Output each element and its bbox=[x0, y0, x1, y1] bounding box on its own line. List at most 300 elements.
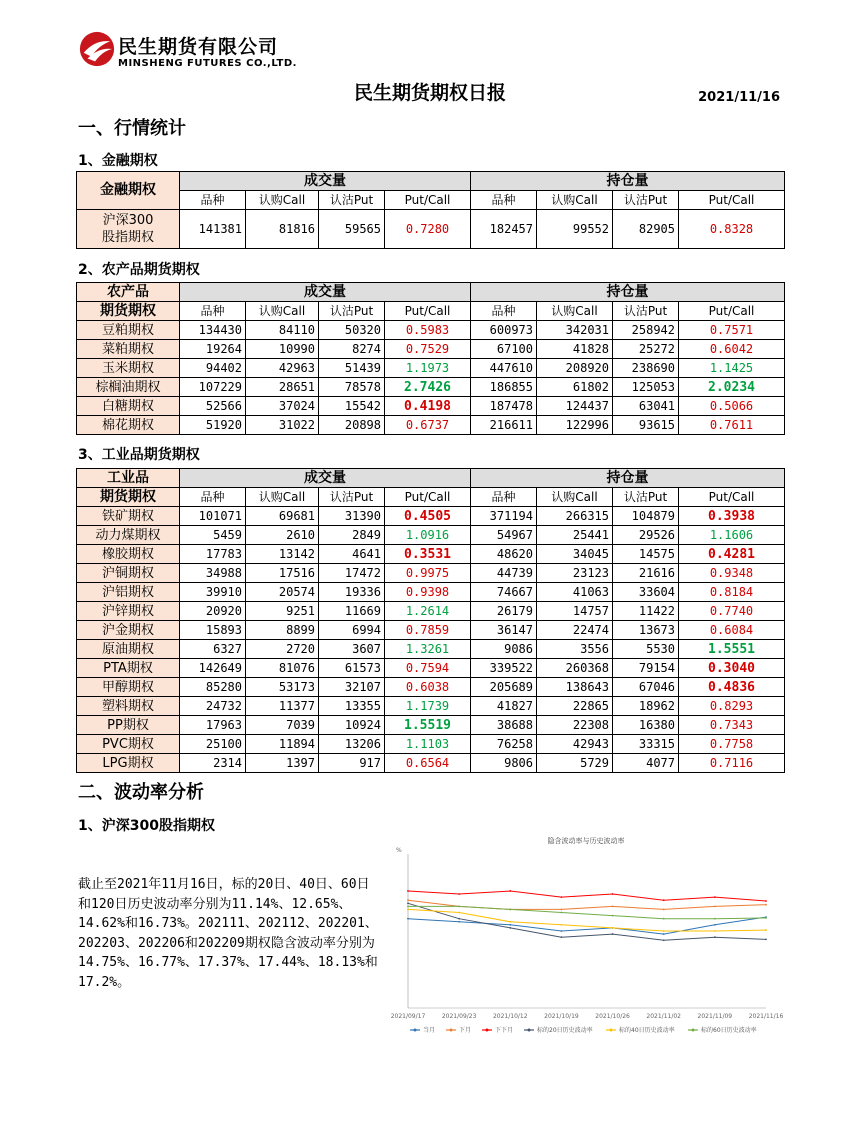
variety-name-cell: 棕榈油期权 bbox=[77, 378, 180, 397]
legend-label: 当月 bbox=[423, 1027, 436, 1034]
company-name-en: MINSHENG FUTURES CO.,LTD. bbox=[118, 58, 297, 69]
oi-put-cell: 67046 bbox=[613, 678, 679, 697]
variety-col-header: 品种 bbox=[471, 191, 537, 210]
series-point-1 bbox=[612, 905, 614, 907]
variety-name-cell: 白糖期权 bbox=[77, 397, 180, 416]
volume-call-cell: 13142 bbox=[246, 545, 319, 564]
oi-header: 持仓量 bbox=[471, 469, 785, 488]
variety-name-cell: 沪金期权 bbox=[77, 621, 180, 640]
table-row bbox=[77, 378, 785, 397]
volume-pc-cell: 0.7859 bbox=[385, 621, 471, 640]
series-line-2 bbox=[408, 891, 766, 901]
volume-put-cell: 3607 bbox=[319, 640, 385, 659]
industrial-options-table bbox=[76, 468, 785, 773]
oi-put-cell: 18962 bbox=[613, 697, 679, 716]
series-point-4 bbox=[714, 930, 716, 932]
volume-call-cell: 53173 bbox=[246, 678, 319, 697]
series-point-3 bbox=[561, 936, 563, 938]
volume-total-cell: 2314 bbox=[180, 754, 246, 773]
oi-put-cell: 33604 bbox=[613, 583, 679, 602]
oi-pc-cell: 0.3040 bbox=[679, 659, 785, 678]
volume-pc-cell: 0.6564 bbox=[385, 754, 471, 773]
x-tick-label: 2021/10/12 bbox=[492, 1013, 528, 1020]
x-tick-label: 2021/11/16 bbox=[748, 1013, 784, 1020]
variety-name-cell: 沪锌期权 bbox=[77, 602, 180, 621]
volume-call-cell: 2720 bbox=[246, 640, 319, 659]
oi-header: 持仓量 bbox=[471, 172, 785, 191]
call-col-header: 认购Call bbox=[537, 191, 613, 210]
table-row bbox=[77, 697, 785, 716]
series-point-5 bbox=[765, 917, 767, 919]
oi-put-cell: 63041 bbox=[613, 397, 679, 416]
volume-put-cell: 8274 bbox=[319, 340, 385, 359]
volume-put-cell: 11669 bbox=[319, 602, 385, 621]
x-tick-label: 2021/11/02 bbox=[646, 1013, 682, 1020]
volume-call-cell: 20574 bbox=[246, 583, 319, 602]
oi-total-cell: 26179 bbox=[471, 602, 537, 621]
volume-put-cell: 10924 bbox=[319, 716, 385, 735]
table-row bbox=[77, 526, 785, 545]
volume-pc-cell: 1.5519 bbox=[385, 716, 471, 735]
series-point-2 bbox=[509, 890, 511, 892]
variety-name-cell: 原油期权 bbox=[77, 640, 180, 659]
legend-swatch-dot bbox=[692, 1029, 695, 1032]
legend-label: 标的40日历史波动率 bbox=[619, 1027, 675, 1034]
volume-pc-cell: 1.2614 bbox=[385, 602, 471, 621]
volume-put-cell: 50320 bbox=[319, 321, 385, 340]
variety-name-cell: 铁矿期权 bbox=[77, 507, 180, 526]
oi-put-cell: 79154 bbox=[613, 659, 679, 678]
variety-name-cell: 甲醇期权 bbox=[77, 678, 180, 697]
put-col-header: 认沽Put bbox=[319, 488, 385, 507]
oi-put-cell: 125053 bbox=[613, 378, 679, 397]
series-point-5 bbox=[612, 915, 614, 917]
volume-pc-cell: 2.7426 bbox=[385, 378, 471, 397]
volume-total-cell: 19264 bbox=[180, 340, 246, 359]
variety-name-cell: PP期权 bbox=[77, 716, 180, 735]
call-col-header: 认购Call bbox=[246, 191, 319, 210]
volume-total-cell: 6327 bbox=[180, 640, 246, 659]
variety-name-cell: 棉花期权 bbox=[77, 416, 180, 435]
series-point-5 bbox=[663, 918, 665, 920]
legend-swatch-dot bbox=[528, 1029, 531, 1032]
volume-pc-cell: 1.1103 bbox=[385, 735, 471, 754]
volume-call-cell: 31022 bbox=[246, 416, 319, 435]
oi-call-cell: 22474 bbox=[537, 621, 613, 640]
oi-call-cell: 138643 bbox=[537, 678, 613, 697]
x-tick-label: 2021/11/09 bbox=[697, 1013, 733, 1020]
oi-total-cell: 9806 bbox=[471, 754, 537, 773]
table-row bbox=[77, 340, 785, 359]
volume-put-cell: 19336 bbox=[319, 583, 385, 602]
series-point-1 bbox=[407, 899, 409, 901]
table-row bbox=[77, 210, 785, 249]
volume-total-cell: 94402 bbox=[180, 359, 246, 378]
x-tick-label: 2021/09/17 bbox=[390, 1013, 426, 1020]
variety-col-header: 品种 bbox=[180, 191, 246, 210]
x-tick-label: 2021/10/19 bbox=[544, 1013, 579, 1020]
volume-put-cell: 4641 bbox=[319, 545, 385, 564]
oi-pc-cell: 0.8184 bbox=[679, 583, 785, 602]
series-point-5 bbox=[407, 905, 409, 907]
x-tick-label: 2021/10/26 bbox=[595, 1013, 630, 1020]
oi-header: 持仓量 bbox=[471, 283, 785, 302]
put-col-header: 认沽Put bbox=[319, 302, 385, 321]
subsection-financial-options: 1、金融期权 bbox=[78, 153, 158, 169]
oi-call-cell: 42943 bbox=[537, 735, 613, 754]
series-point-2 bbox=[663, 899, 665, 901]
series-point-3 bbox=[407, 902, 409, 904]
variety-name-cell: 沪铝期权 bbox=[77, 583, 180, 602]
minsheng-logo-icon bbox=[78, 30, 116, 68]
volume-pc-cell: 0.4198 bbox=[385, 397, 471, 416]
variety-name-cell: 豆粕期权 bbox=[77, 321, 180, 340]
volume-put-cell: 31390 bbox=[319, 507, 385, 526]
oi-pc-cell: 1.1606 bbox=[679, 526, 785, 545]
volume-pc-cell: 0.9398 bbox=[385, 583, 471, 602]
oi-total-cell: 41827 bbox=[471, 697, 537, 716]
oi-total-cell: 182457 bbox=[471, 210, 537, 249]
volume-call-cell: 81076 bbox=[246, 659, 319, 678]
oi-total-cell: 186855 bbox=[471, 378, 537, 397]
volume-pc-cell: 1.1739 bbox=[385, 697, 471, 716]
oi-pc-cell: 0.7571 bbox=[679, 321, 785, 340]
oi-put-cell: 258942 bbox=[613, 321, 679, 340]
oi-pc-cell: 0.7611 bbox=[679, 416, 785, 435]
series-point-4 bbox=[458, 912, 460, 914]
volume-total-cell: 52566 bbox=[180, 397, 246, 416]
variety-name-cell: 玉米期权 bbox=[77, 359, 180, 378]
volume-put-cell: 32107 bbox=[319, 678, 385, 697]
variety-name-cell: 动力煤期权 bbox=[77, 526, 180, 545]
volume-call-cell: 37024 bbox=[246, 397, 319, 416]
oi-total-cell: 76258 bbox=[471, 735, 537, 754]
volume-call-cell: 17516 bbox=[246, 564, 319, 583]
call-col-header: 认购Call bbox=[537, 488, 613, 507]
table-row bbox=[77, 659, 785, 678]
series-point-3 bbox=[509, 927, 511, 929]
oi-total-cell: 54967 bbox=[471, 526, 537, 545]
oi-put-cell: 16380 bbox=[613, 716, 679, 735]
legend-label: 标的60日历史波动率 bbox=[701, 1027, 757, 1034]
oi-call-cell: 208920 bbox=[537, 359, 613, 378]
agri-options-table bbox=[76, 282, 785, 435]
pc-col-header: Put/Call bbox=[385, 488, 471, 507]
oi-total-cell: 38688 bbox=[471, 716, 537, 735]
table-row bbox=[77, 735, 785, 754]
volume-put-cell: 59565 bbox=[319, 210, 385, 249]
series-point-5 bbox=[714, 918, 716, 920]
volume-total-cell: 85280 bbox=[180, 678, 246, 697]
legend-swatch-dot bbox=[450, 1029, 453, 1032]
y-axis-label: % bbox=[396, 847, 402, 854]
oi-put-cell: 5530 bbox=[613, 640, 679, 659]
pc-col-header: Put/Call bbox=[679, 191, 785, 210]
variety-name-cell: LPG期权 bbox=[77, 754, 180, 773]
volume-header: 成交量 bbox=[180, 172, 471, 191]
fin-label-cell: 金融期权 bbox=[77, 172, 180, 210]
variety-col-header: 品种 bbox=[471, 302, 537, 321]
series-point-0 bbox=[561, 930, 563, 932]
series-point-4 bbox=[407, 909, 409, 911]
pc-col-header: Put/Call bbox=[385, 191, 471, 210]
oi-pc-cell: 0.6084 bbox=[679, 621, 785, 640]
oi-call-cell: 41063 bbox=[537, 583, 613, 602]
oi-call-cell: 25441 bbox=[537, 526, 613, 545]
company-name-cn: 民生期货有限公司 bbox=[118, 36, 279, 58]
subsection-agri-options: 2、农产品期货期权 bbox=[78, 262, 200, 278]
volume-put-cell: 917 bbox=[319, 754, 385, 773]
table-row bbox=[77, 583, 785, 602]
variety-name-cell: 橡胶期权 bbox=[77, 545, 180, 564]
oi-pc-cell: 0.9348 bbox=[679, 564, 785, 583]
oi-put-cell: 82905 bbox=[613, 210, 679, 249]
oi-pc-cell: 0.6042 bbox=[679, 340, 785, 359]
volume-put-cell: 15542 bbox=[319, 397, 385, 416]
oi-total-cell: 67100 bbox=[471, 340, 537, 359]
label-cell-bottom: 期货期权 bbox=[77, 488, 180, 507]
variety-name-cell: 菜粕期权 bbox=[77, 340, 180, 359]
volume-total-cell: 24732 bbox=[180, 697, 246, 716]
company-logo bbox=[78, 28, 318, 78]
volume-call-cell: 2610 bbox=[246, 526, 319, 545]
table-row bbox=[77, 754, 785, 773]
volume-put-cell: 61573 bbox=[319, 659, 385, 678]
oi-call-cell: 124437 bbox=[537, 397, 613, 416]
series-point-1 bbox=[765, 904, 767, 906]
oi-put-cell: 104879 bbox=[613, 507, 679, 526]
variety-name-cell: 塑料期权 bbox=[77, 697, 180, 716]
table-row bbox=[77, 507, 785, 526]
oi-call-cell: 260368 bbox=[537, 659, 613, 678]
volume-total-cell: 15893 bbox=[180, 621, 246, 640]
volume-pc-cell: 1.3261 bbox=[385, 640, 471, 659]
table-row bbox=[77, 640, 785, 659]
oi-call-cell: 23123 bbox=[537, 564, 613, 583]
oi-call-cell: 99552 bbox=[537, 210, 613, 249]
oi-call-cell: 22308 bbox=[537, 716, 613, 735]
table-row bbox=[77, 545, 785, 564]
volume-call-cell: 9251 bbox=[246, 602, 319, 621]
oi-total-cell: 48620 bbox=[471, 545, 537, 564]
call-col-header: 认购Call bbox=[537, 302, 613, 321]
oi-total-cell: 9086 bbox=[471, 640, 537, 659]
series-point-0 bbox=[407, 918, 409, 920]
legend-swatch-dot bbox=[610, 1029, 613, 1032]
variety-col-header: 品种 bbox=[180, 302, 246, 321]
volume-total-cell: 25100 bbox=[180, 735, 246, 754]
variety-name-line1: 沪深300 bbox=[102, 213, 154, 228]
oi-total-cell: 205689 bbox=[471, 678, 537, 697]
oi-put-cell: 11422 bbox=[613, 602, 679, 621]
oi-call-cell: 22865 bbox=[537, 697, 613, 716]
variety-name-cell: 沪铜期权 bbox=[77, 564, 180, 583]
report-date: 2021/11/16 bbox=[698, 90, 780, 105]
legend-label: 下下月 bbox=[495, 1027, 514, 1034]
volume-call-cell: 11894 bbox=[246, 735, 319, 754]
series-point-1 bbox=[663, 909, 665, 911]
volume-call-cell: 28651 bbox=[246, 378, 319, 397]
table-row bbox=[77, 359, 785, 378]
volume-pc-cell: 0.3531 bbox=[385, 545, 471, 564]
volume-put-cell: 51439 bbox=[319, 359, 385, 378]
volume-pc-cell: 1.0916 bbox=[385, 526, 471, 545]
section-heading-market-stats: 一、行情统计 bbox=[78, 118, 186, 139]
oi-call-cell: 342031 bbox=[537, 321, 613, 340]
table-row bbox=[77, 397, 785, 416]
oi-total-cell: 44739 bbox=[471, 564, 537, 583]
oi-put-cell: 29526 bbox=[613, 526, 679, 545]
oi-call-cell: 266315 bbox=[537, 507, 613, 526]
volume-pc-cell: 0.7280 bbox=[385, 210, 471, 249]
volume-total-cell: 107229 bbox=[180, 378, 246, 397]
oi-pc-cell: 2.0234 bbox=[679, 378, 785, 397]
volume-total-cell: 20920 bbox=[180, 602, 246, 621]
series-line-4 bbox=[408, 909, 766, 931]
subsection-industrial-options: 3、工业品期货期权 bbox=[78, 447, 200, 463]
series-point-2 bbox=[561, 896, 563, 898]
pc-col-header: Put/Call bbox=[679, 488, 785, 507]
volume-total-cell: 34988 bbox=[180, 564, 246, 583]
series-point-1 bbox=[714, 905, 716, 907]
table-row bbox=[77, 564, 785, 583]
oi-call-cell: 34045 bbox=[537, 545, 613, 564]
oi-pc-cell: 0.7116 bbox=[679, 754, 785, 773]
volume-total-cell: 17783 bbox=[180, 545, 246, 564]
ind-label-top: 工业品 bbox=[77, 469, 180, 488]
volume-call-cell: 10990 bbox=[246, 340, 319, 359]
volume-call-cell: 42963 bbox=[246, 359, 319, 378]
volume-put-cell: 13355 bbox=[319, 697, 385, 716]
legend-label: 下月 bbox=[459, 1027, 472, 1034]
subsection-hs300-options: 1、沪深300股指期权 bbox=[78, 818, 215, 834]
volume-call-cell: 11377 bbox=[246, 697, 319, 716]
series-point-3 bbox=[663, 939, 665, 941]
legend-swatch-dot bbox=[414, 1029, 417, 1032]
label-cell-bottom: 期货期权 bbox=[77, 302, 180, 321]
put-col-header: 认沽Put bbox=[613, 488, 679, 507]
volume-total-cell: 142649 bbox=[180, 659, 246, 678]
oi-total-cell: 187478 bbox=[471, 397, 537, 416]
volume-pc-cell: 0.9975 bbox=[385, 564, 471, 583]
oi-call-cell: 61802 bbox=[537, 378, 613, 397]
volatility-chart bbox=[388, 832, 784, 1042]
volume-pc-cell: 0.5983 bbox=[385, 321, 471, 340]
oi-pc-cell: 0.7758 bbox=[679, 735, 785, 754]
oi-put-cell: 14575 bbox=[613, 545, 679, 564]
series-point-4 bbox=[561, 924, 563, 926]
series-point-0 bbox=[458, 921, 460, 923]
table-row bbox=[77, 416, 785, 435]
volume-header: 成交量 bbox=[180, 469, 471, 488]
series-point-0 bbox=[509, 924, 511, 926]
x-tick-label: 2021/09/23 bbox=[441, 1013, 477, 1020]
series-line-1 bbox=[408, 900, 766, 909]
volume-total-cell: 51920 bbox=[180, 416, 246, 435]
volume-total-cell: 17963 bbox=[180, 716, 246, 735]
volume-pc-cell: 0.7529 bbox=[385, 340, 471, 359]
series-point-1 bbox=[561, 909, 563, 911]
oi-total-cell: 371194 bbox=[471, 507, 537, 526]
volume-put-cell: 78578 bbox=[319, 378, 385, 397]
oi-pc-cell: 0.7740 bbox=[679, 602, 785, 621]
volume-call-cell: 69681 bbox=[246, 507, 319, 526]
volume-call-cell: 81816 bbox=[246, 210, 319, 249]
table-row bbox=[77, 678, 785, 697]
volume-pc-cell: 0.7594 bbox=[385, 659, 471, 678]
variety-col-header: 品种 bbox=[471, 488, 537, 507]
oi-pc-cell: 0.4836 bbox=[679, 678, 785, 697]
variety-name-line2: 股指期权 bbox=[101, 230, 154, 245]
oi-pc-cell: 0.4281 bbox=[679, 545, 785, 564]
series-point-2 bbox=[407, 890, 409, 892]
volume-call-cell: 8899 bbox=[246, 621, 319, 640]
series-point-4 bbox=[765, 929, 767, 931]
oi-put-cell: 238690 bbox=[613, 359, 679, 378]
oi-pc-cell: 0.7343 bbox=[679, 716, 785, 735]
oi-total-cell: 600973 bbox=[471, 321, 537, 340]
series-point-4 bbox=[612, 927, 614, 929]
oi-total-cell: 216611 bbox=[471, 416, 537, 435]
put-col-header: 认沽Put bbox=[613, 302, 679, 321]
series-point-2 bbox=[765, 900, 767, 902]
volume-total-cell: 39910 bbox=[180, 583, 246, 602]
table-row bbox=[77, 621, 785, 640]
series-point-3 bbox=[612, 933, 614, 935]
oi-pc-cell: 0.8293 bbox=[679, 697, 785, 716]
report-title: 民生期货期权日报 bbox=[353, 82, 506, 104]
variety-col-header: 品种 bbox=[180, 488, 246, 507]
table-row bbox=[77, 716, 785, 735]
oi-call-cell: 41828 bbox=[537, 340, 613, 359]
oi-call-cell: 3556 bbox=[537, 640, 613, 659]
series-point-2 bbox=[714, 896, 716, 898]
volume-call-cell: 1397 bbox=[246, 754, 319, 773]
volume-total-cell: 5459 bbox=[180, 526, 246, 545]
call-col-header: 认购Call bbox=[246, 302, 319, 321]
series-point-2 bbox=[612, 893, 614, 895]
pc-col-header: Put/Call bbox=[679, 302, 785, 321]
pc-col-header: Put/Call bbox=[385, 302, 471, 321]
series-point-5 bbox=[458, 905, 460, 907]
oi-total-cell: 339522 bbox=[471, 659, 537, 678]
table-row bbox=[77, 602, 785, 621]
volume-put-cell: 20898 bbox=[319, 416, 385, 435]
oi-put-cell: 25272 bbox=[613, 340, 679, 359]
oi-pc-cell: 1.1425 bbox=[679, 359, 785, 378]
series-point-3 bbox=[765, 938, 767, 940]
oi-put-cell: 4077 bbox=[613, 754, 679, 773]
chart-title: 隐含波动率与历史波动率 bbox=[547, 837, 625, 845]
oi-put-cell: 13673 bbox=[613, 621, 679, 640]
agri-label-top: 农产品 bbox=[77, 283, 180, 302]
volume-total-cell: 141381 bbox=[180, 210, 246, 249]
oi-total-cell: 36147 bbox=[471, 621, 537, 640]
oi-pc-cell: 0.5066 bbox=[679, 397, 785, 416]
series-point-5 bbox=[561, 912, 563, 914]
volume-pc-cell: 1.1973 bbox=[385, 359, 471, 378]
table-row bbox=[77, 321, 785, 340]
volume-pc-cell: 0.4505 bbox=[385, 507, 471, 526]
volume-total-cell: 134430 bbox=[180, 321, 246, 340]
volume-header: 成交量 bbox=[180, 283, 471, 302]
series-point-0 bbox=[714, 924, 716, 926]
volume-put-cell: 6994 bbox=[319, 621, 385, 640]
volume-call-cell: 84110 bbox=[246, 321, 319, 340]
legend-swatch-dot bbox=[486, 1029, 489, 1032]
oi-call-cell: 122996 bbox=[537, 416, 613, 435]
volume-pc-cell: 0.6737 bbox=[385, 416, 471, 435]
